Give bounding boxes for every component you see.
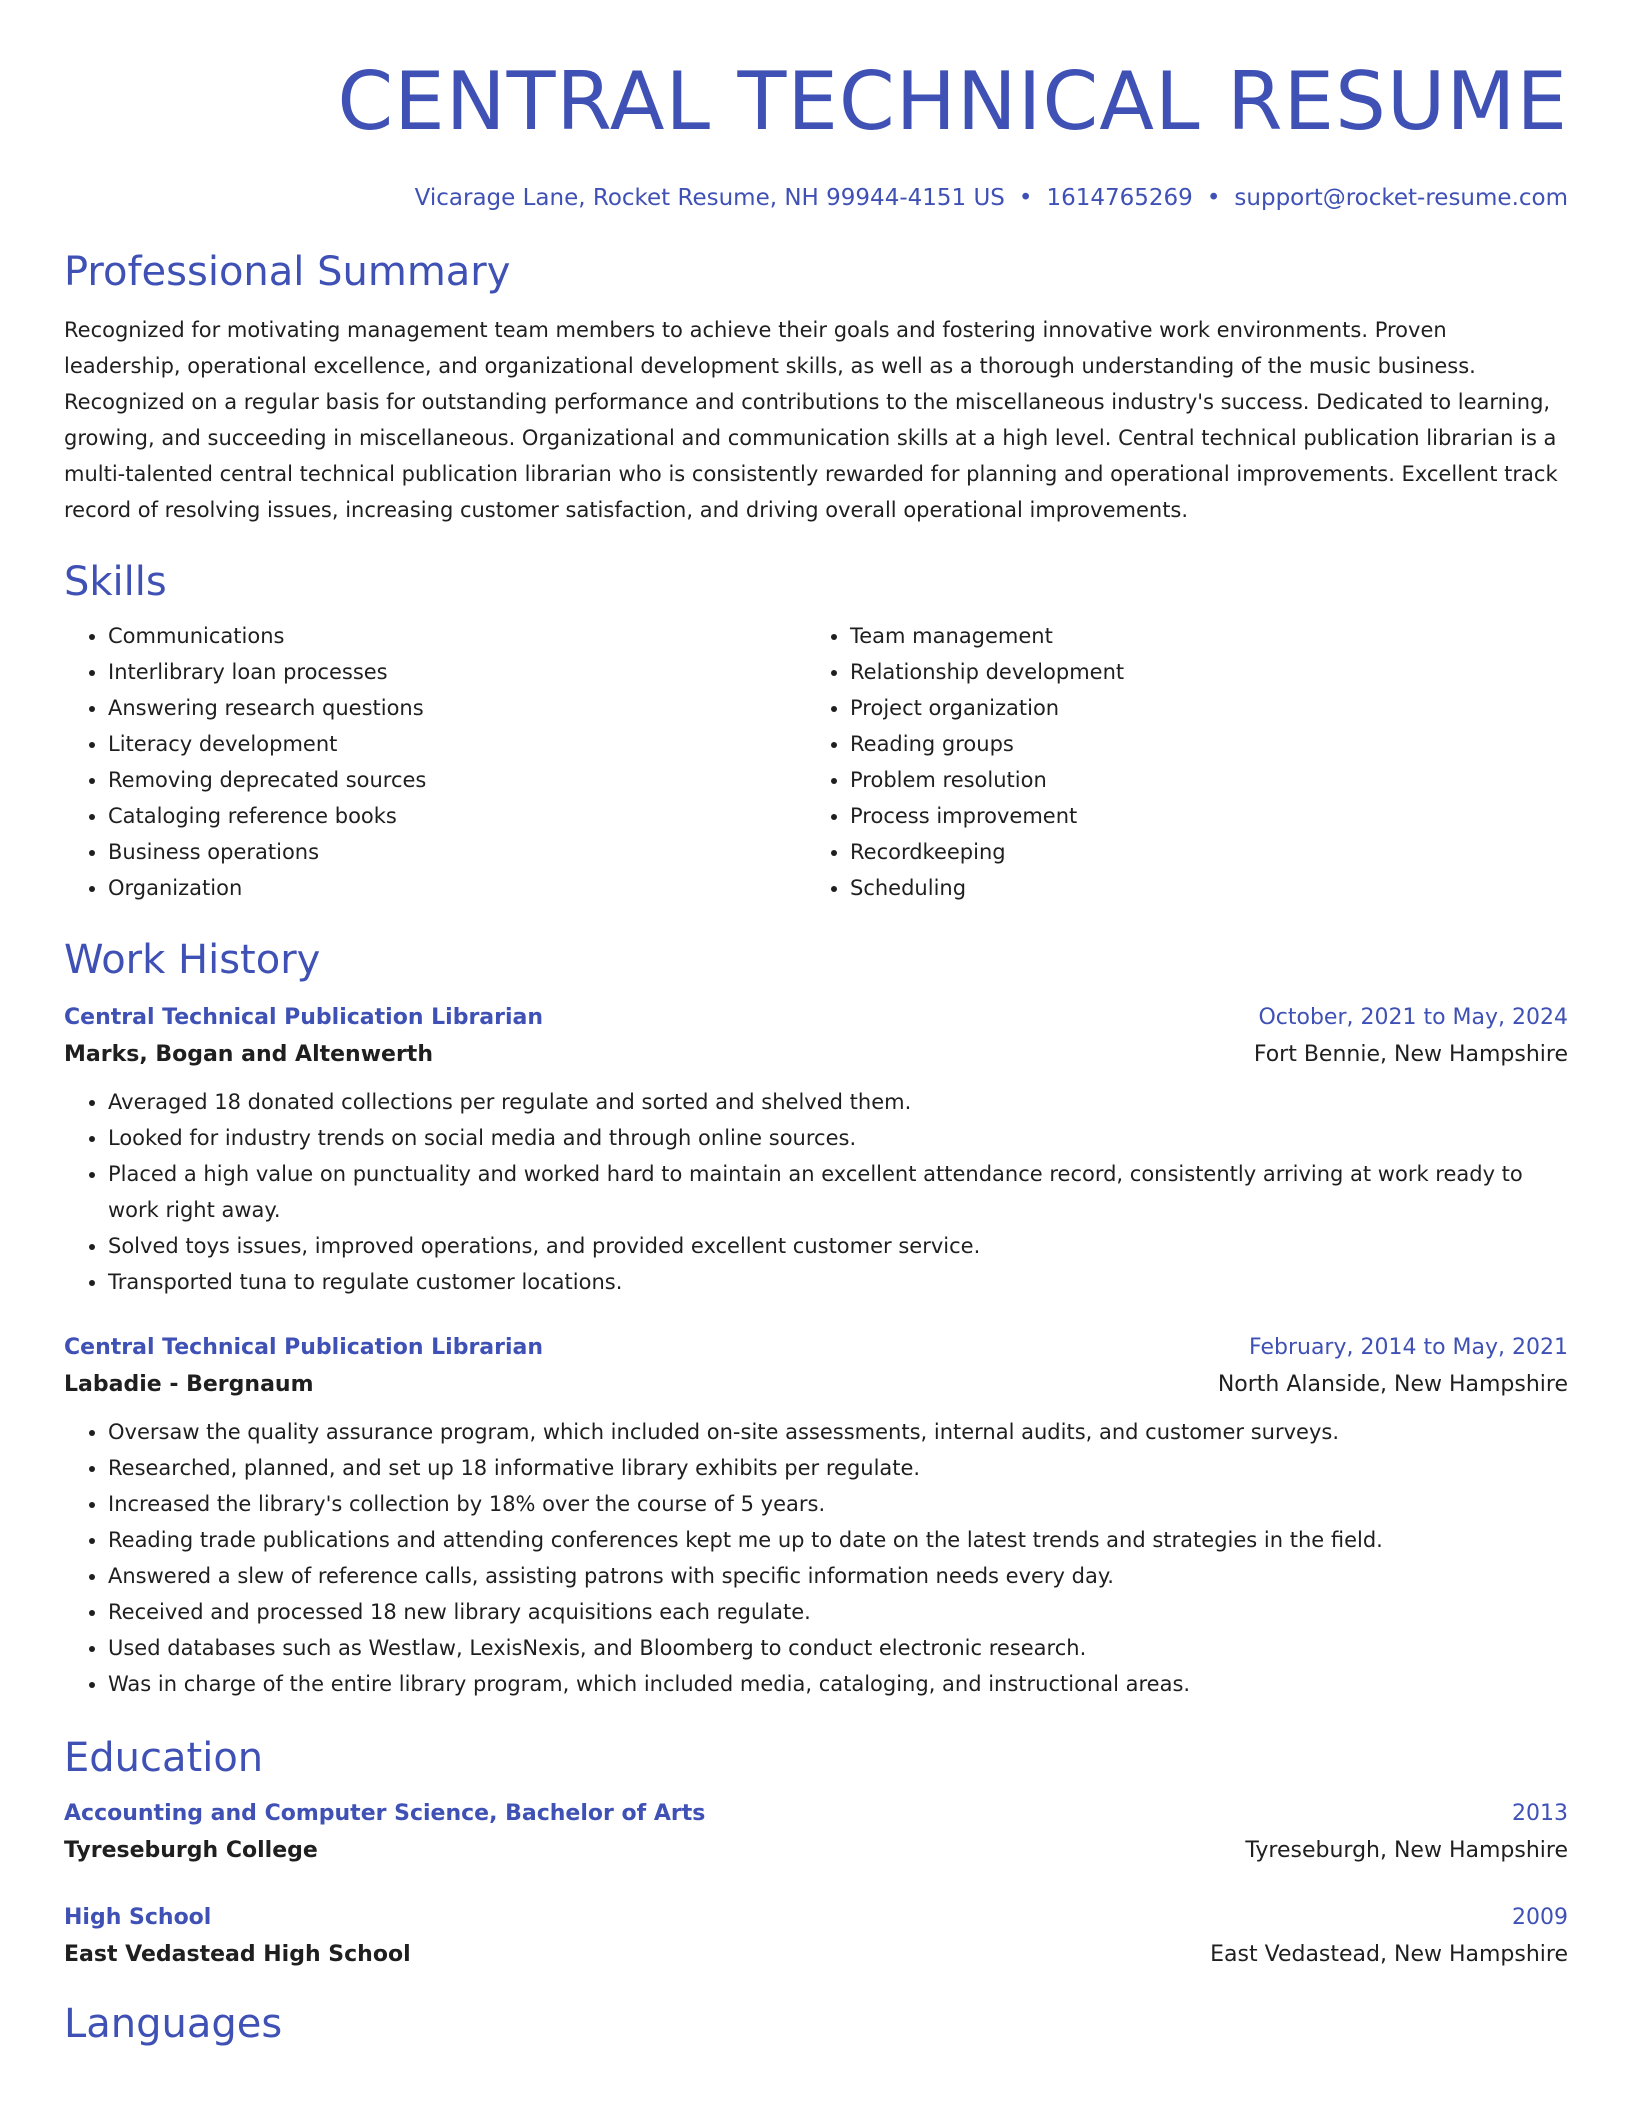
section-title-education: Education [64,1735,264,1781]
skill-item: • Problem resolution [850,762,1548,798]
skill-item: • Removing deprecated sources [108,762,806,798]
job-role: Central Technical Publication Librarian [64,1335,544,1360]
job-header-row [64,1330,1568,1366]
job-location: North Alanside, New Hampshire [1217,1372,1568,1397]
job-bullet: • Researched, planned, and set up 18 informative library exhibits per regulate. [108,1450,1568,1486]
job-role: Central Technical Publication Librarian [64,1005,544,1030]
bullet-separator: • [1206,185,1221,211]
education-entry [64,1900,1568,1974]
job-dates: February, 2014 to May, 2021 [1249,1335,1568,1360]
skill-item: • Cataloging reference books [108,798,806,834]
education-header-row [64,1900,1568,1936]
job-bullet: • Looked for industry trends on social media and through online sources. [108,1120,1568,1156]
skill-item: • Team management [850,618,1548,654]
skill-item: • Interlibrary loan processes [108,654,806,690]
skill-item: • Organization [108,870,806,906]
job-entry [64,1330,1568,1702]
job-location: Fort Bennie, New Hampshire [1253,1042,1568,1067]
section-title-summary: Professional Summary [64,249,511,295]
skill-item: • Project organization [850,690,1548,726]
education-school-row [64,1936,1568,1974]
skills-column-right [806,618,1548,906]
job-dates: October, 2021 to May, 2024 [1258,1005,1568,1030]
skill-item: • Communications [108,618,806,654]
education-header-row [64,1796,1568,1832]
skill-item: • Relationship development [850,654,1548,690]
job-bullets [64,1084,1568,1300]
education-entry [64,1796,1568,1870]
skills-list [64,618,1568,906]
skill-item: • Scheduling [850,870,1548,906]
job-entry [64,1000,1568,1300]
job-bullet: • Placed a high value on punctuality and worked hard to maintain an excellent attendance record, consistently arriving at work ready to work right away. [108,1156,1568,1228]
contact-line [64,182,1568,214]
bullet-separator: • [1018,185,1033,211]
skill-item: • Recordkeeping [850,834,1548,870]
job-bullet: • Transported tuna to regulate customer locations. [108,1264,1568,1300]
education-location: Tyreseburgh, New Hampshire [1245,1838,1568,1863]
job-bullet: • Received and processed 18 new library acquisitions each regulate. [108,1594,1568,1630]
job-company-row [64,1036,1568,1074]
job-header-row [64,1000,1568,1036]
education-school: East Vedastead High School [64,1942,411,1967]
summary-text: Recognized for motivating management team members to achieve their goals and fostering innovative work environments. Proven leadership, operational excellence, and organizational development skills, as well as a thorough understanding of the music business. Recognized on a regular basis for outstanding performance and contributions to the miscellaneous industry's success. Dedicated to learning, growing, and succeeding in miscellaneous. Organizational and communication skills at a high level. Central technical publication librarian is a multi-talented central technical publication librarian who is consistently rewarded for planning and operational improvements. Excellent track record of resolving issues, increasing customer satisfaction, and driving overall operational improvements. [64,318,1558,522]
section-title-skills: Skills [64,559,167,605]
job-bullet: • Used databases such as Westlaw, LexisNexis, and Bloomberg to conduct electronic research. [108,1630,1568,1666]
job-bullet: • Averaged 18 donated collections per regulate and sorted and shelved them. [108,1084,1568,1120]
education-location: East Vedastead, New Hampshire [1210,1942,1568,1967]
job-bullet: • Solved toys issues, improved operations, and provided excellent customer service. [108,1228,1568,1264]
resume-page [64,0,1568,2050]
job-bullet: • Reading trade publications and attending conferences kept me up to date on the latest trends and strategies in the field. [108,1522,1568,1558]
contact-phone: 1614765269 [1046,185,1193,211]
education-degree: Accounting and Computer Science, Bachelor of Arts [64,1801,706,1826]
education-year: 2013 [1512,1801,1568,1826]
resume-title: CENTRAL TECHNICAL RESUME [337,55,1568,148]
contact-address: Vicarage Lane, Rocket Resume, NH 99944-4151 US [414,185,1005,211]
education-school: Tyreseburgh College [64,1838,318,1863]
skill-item: • Answering research questions [108,690,806,726]
job-bullet: • Was in charge of the entire library program, which included media, cataloging, and instructional areas. [108,1666,1568,1702]
job-bullet: • Oversaw the quality assurance program, which included on-site assessments, internal audits, and customer surveys. [108,1414,1568,1450]
skill-item: • Process improvement [850,798,1548,834]
skill-item: • Literacy development [108,726,806,762]
job-bullet: • Increased the library's collection by 18% over the course of 5 years. [108,1486,1568,1522]
job-bullets [64,1414,1568,1702]
skills-column-left [64,618,806,906]
education-school-row [64,1832,1568,1870]
job-company: Marks, Bogan and Altenwerth [64,1042,433,1067]
section-title-work-history: Work History [64,937,321,983]
skill-item: • Reading groups [850,726,1548,762]
job-company: Labadie - Bergnaum [64,1372,314,1397]
job-bullet: • Answered a slew of reference calls, assisting patrons with specific information needs every day. [108,1558,1568,1594]
education-degree: High School [64,1905,212,1930]
job-company-row [64,1366,1568,1404]
section-title-languages: Languages [64,2001,283,2047]
contact-email[interactable]: support@rocket-resume.com [1234,185,1568,211]
education-year: 2009 [1512,1905,1568,1930]
skill-item: • Business operations [108,834,806,870]
